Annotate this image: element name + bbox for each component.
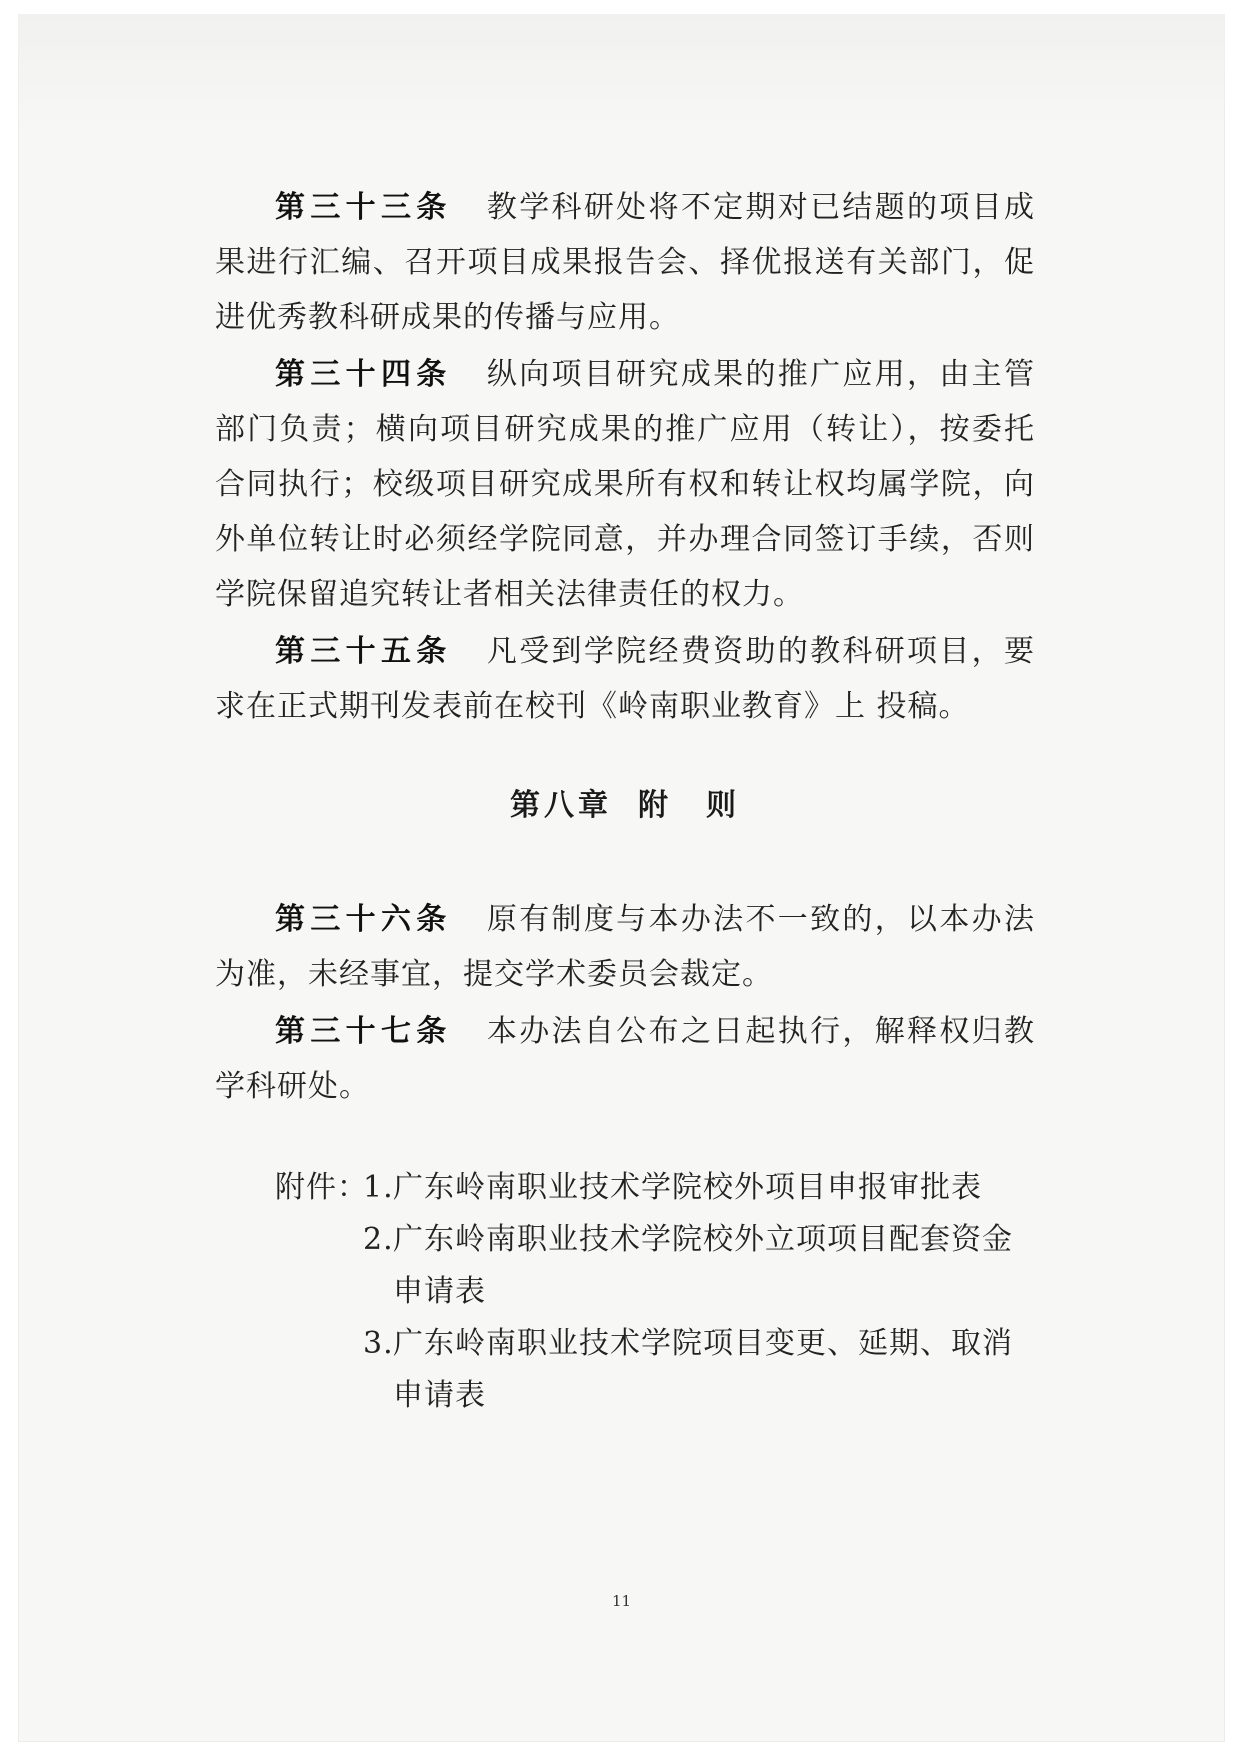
attachment-title: 广东岭南职业技术学院校外立项项目配套资金申请表 — [393, 1222, 1013, 1309]
article-35 — [215, 624, 1035, 734]
document-body — [215, 180, 1035, 1422]
attachment-title: 广东岭南职业技术学院项目变更、延期、取消申请表 — [393, 1326, 1013, 1413]
attachment-row — [215, 1162, 1035, 1214]
article-text: 原有制度与本办法不一致的，以本办法为准，未经事宜，提交学术委员会裁定。 — [215, 902, 1036, 992]
attachment-item — [363, 1214, 1035, 1318]
attachment-title: 广东岭南职业技术学院校外项目申报审批表 — [393, 1170, 982, 1205]
article-text: 纵向项目研究成果的推广应用，由主管部门负责；横向项目研究成果的推广应用（转让），按委托合同执行；校级项目研究成果所有权和转让权均属学院，向外单位转让时必须经学院同意，并办理合同签订手续，否则学院保留追究转让者相关法律责任的权力。 — [215, 357, 1036, 612]
article-36 — [215, 892, 1035, 1002]
attachments-prefix: 附件： — [275, 1170, 368, 1205]
article-label: 第三十三条 — [275, 190, 452, 225]
article-text: 教学科研处将不定期对已结题的项目成果进行汇编、召开项目成果报告会、择优报送有关部门，促进优秀教科研成果的传播与应用。 — [215, 190, 1036, 335]
chapter-title: 附 则 — [638, 788, 740, 823]
attachment-number: 3. — [363, 1326, 394, 1361]
attachment-item — [363, 1162, 1035, 1214]
attachment-item — [363, 1318, 1035, 1422]
article-label: 第三十五条 — [275, 634, 452, 669]
article-label: 第三十六条 — [275, 902, 452, 937]
article-34 — [215, 347, 1035, 622]
attachments-list — [215, 1162, 1035, 1422]
article-text: 凡受到学院经费资助的教科研项目，要求在正式期刊发表前在校刊《岭南职业教育》上 投稿。 — [215, 634, 1036, 724]
chapter-heading — [215, 776, 1035, 836]
article-text: 本办法自公布之日起执行，解释权归教学科研处。 — [215, 1014, 1036, 1104]
article-label: 第三十四条 — [275, 357, 452, 392]
page-number: 11 — [611, 1592, 632, 1610]
attachment-number: 2. — [363, 1222, 394, 1257]
chapter-number: 第八章 — [510, 788, 612, 823]
article-33 — [215, 180, 1035, 345]
attachment-row — [215, 1318, 1035, 1422]
article-37 — [215, 1004, 1035, 1114]
attachment-row — [215, 1214, 1035, 1318]
attachment-number: 1. — [363, 1170, 394, 1205]
article-label: 第三十七条 — [275, 1014, 452, 1049]
